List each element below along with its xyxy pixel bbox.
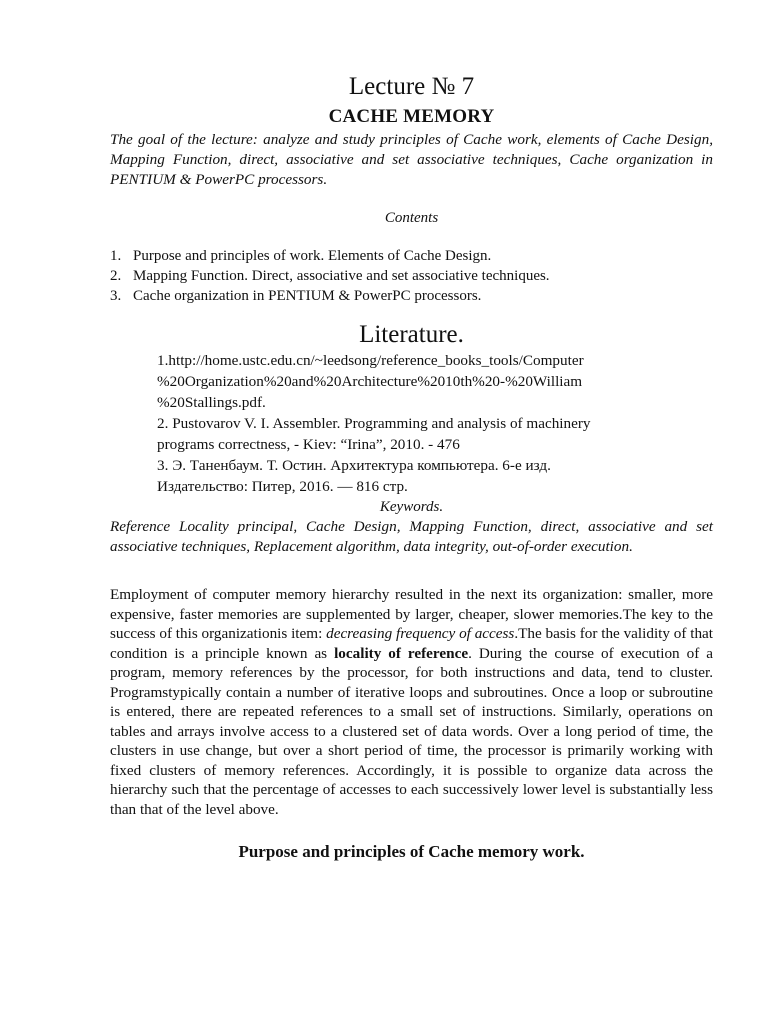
literature-item (157, 455, 713, 497)
contents-item-text: Purpose and principles of work. Elements of Cache Design. (133, 248, 492, 264)
body-text-part: Employment of computer memory hierarchy resulted in the next its organization: smaller, more expensive, faster memories are supplemented by larger, cheaper, slower memories.The key to the success of this organizationis item: (110, 586, 713, 642)
body-emphasis: decreasing frequency of access (326, 625, 515, 642)
section-heading: Purpose and principles of Cache memory work. (238, 842, 585, 861)
contents-item (110, 286, 713, 306)
literature-line: %20Organization%20and%20Architecture%2010th%20-%20William (157, 373, 583, 390)
keywords-heading: Keywords. (379, 499, 444, 515)
lecture-title: CACHE MEMORY (328, 106, 495, 127)
contents-item-number: 1. (110, 248, 122, 264)
literature-line: %20Stallings.pdf. (157, 394, 266, 411)
literature-line: 3. Э. Таненбаум. Т. Остин. Архитектура компьютера. 6-е изд. (157, 457, 551, 474)
literature-heading: Literature. (359, 321, 464, 348)
contents-item (110, 246, 713, 266)
literature-line: programs correctness, - Kiev: “Irina”, 2010. - 476 (157, 436, 460, 453)
contents-item-text: Mapping Function. Direct, associative and set associative techniques. (133, 268, 550, 284)
contents-item-text: Cache organization in PENTIUM & PowerPC processors. (133, 288, 482, 304)
literature-list (157, 350, 713, 497)
literature-item (157, 350, 713, 413)
lecture-number: Lecture № 7 (348, 73, 475, 100)
contents-item (110, 266, 713, 286)
contents-item-number: 3. (110, 288, 122, 304)
body-paragraph (110, 585, 713, 819)
literature-line: Издательство: Питер, 2016. — 816 стр. (157, 478, 408, 495)
literature-line: 1.http://home.ustc.edu.cn/~leedsong/reference_books_tools/Computer (157, 352, 584, 369)
lecture-goal: The goal of the lecture: analyze and study principles of Cache work, elements of Cache Design, Mapping Function, direct, associative and set associative techniques, Cache organization in PENTIUM & PowerPC processors. (110, 131, 713, 188)
keywords-text: Reference Locality principal, Cache Design, Mapping Function, direct, associative and set associative techniques, Replacement algorithm, data integrity, out-of-order execution. (110, 518, 713, 555)
contents-heading: Contents (384, 210, 439, 226)
body-strong: locality of reference (334, 644, 469, 662)
literature-item (157, 413, 713, 455)
contents-list (110, 246, 713, 306)
literature-line: 2. Pustovarov V. I. Assembler. Programming and analysis of machinery (157, 415, 591, 432)
body-text-part: . During the course of execution of a program, memory references by the processor, for both instructions and data, tend to cluster. Programstypically contain a number of iterative loops and subroutines. Once a loop or subroutine is entered, there are repeated references to a small set of instructions. Similarly, operations on tables and arrays involve access to a clustered set of data words. Over a long period of time, the clusters in use change, but over a short period of time, the processor is primarily working with fixed clusters of memory references. Accordingly, it is possible to organize data across the hierarchy such that the percentage of accesses to each successively lower level is substantially less than that of the level above. (110, 644, 713, 818)
body-text-part: .The basis for the validity of that condition is a principle known as (110, 625, 713, 662)
contents-item-number: 2. (110, 268, 122, 284)
